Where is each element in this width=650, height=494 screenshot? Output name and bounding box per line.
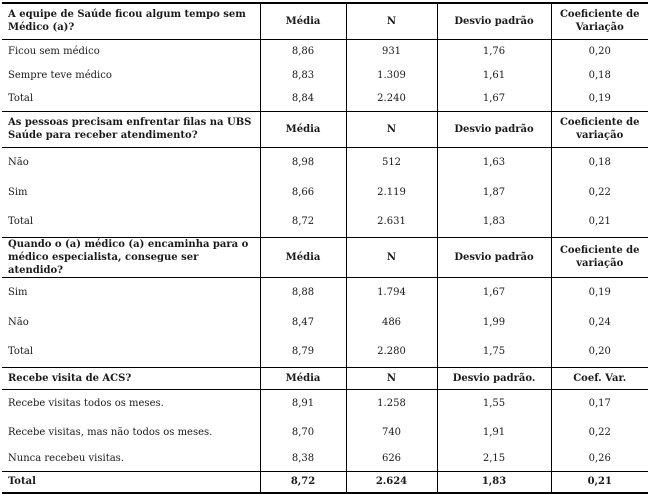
sd-header: Desvio padrão	[437, 237, 551, 277]
cv-value: 0,20	[551, 337, 648, 367]
sd-value: 1,67	[437, 87, 551, 111]
sd-value: 1,61	[437, 63, 551, 87]
results-table	[2, 2, 648, 494]
mean-value: 8,86	[260, 39, 346, 63]
row-label: Sim	[8, 286, 28, 298]
cv-value: 0,22	[551, 177, 648, 207]
table-row	[2, 389, 648, 418]
cv-value: 0,22	[551, 418, 648, 447]
row-label: Sim	[8, 186, 28, 198]
mean-header: Média	[260, 367, 346, 389]
sd-value: 2,15	[437, 447, 551, 471]
mean-value: 8,98	[260, 147, 346, 177]
n-value: 2.240	[346, 87, 437, 111]
row-label: Não	[8, 316, 29, 328]
row-label: Total	[8, 93, 34, 105]
total-label: Total	[2, 471, 260, 493]
row-label: Recebe visitas, mas não todos os meses.	[8, 427, 213, 438]
row-label: Total	[8, 216, 34, 228]
total-sd: 1,83	[437, 471, 551, 493]
mean-value: 8,66	[260, 177, 346, 207]
n-value: 2.631	[346, 207, 437, 237]
row-label: Total	[8, 346, 34, 358]
sd-value: 1,99	[437, 307, 551, 337]
sd-header: Desvio padrão.	[437, 367, 551, 389]
cv-value: 0,21	[551, 207, 648, 237]
cv-value: 0,19	[551, 277, 648, 307]
mean-value: 8,88	[260, 277, 346, 307]
n-value: 931	[346, 39, 437, 63]
section-header	[2, 237, 648, 277]
table-row	[2, 207, 648, 237]
n-value: 2.119	[346, 177, 437, 207]
table-row	[2, 177, 648, 207]
total-n: 2.624	[346, 471, 437, 493]
sd-header: Desvio padrão	[437, 111, 551, 147]
section-header	[2, 111, 648, 147]
sd-value: 1,91	[437, 418, 551, 447]
n-value: 512	[346, 147, 437, 177]
mean-header: Média	[260, 237, 346, 277]
row-label: Não	[8, 156, 29, 168]
n-value: 1.794	[346, 277, 437, 307]
cv-header: Coeficiente de Variação	[551, 3, 648, 39]
sd-value: 1,83	[437, 207, 551, 237]
cv-header: Coef. Var.	[551, 367, 648, 389]
sd-header: Desvio padrão	[437, 3, 551, 39]
row-label: Ficou sem médico	[8, 45, 100, 57]
sd-value: 1,87	[437, 177, 551, 207]
mean-header: Média	[260, 3, 346, 39]
table-row	[2, 447, 648, 471]
cv-header: Coeficiente de variação	[551, 237, 648, 277]
question-label: Quando o (a) médico (a) encaminha para o médico especialista, consegue ser atendido?	[2, 237, 260, 277]
n-header: N	[346, 3, 437, 39]
cv-value: 0,24	[551, 307, 648, 337]
mean-value: 8,91	[260, 389, 346, 418]
cv-value: 0,18	[551, 147, 648, 177]
sd-value: 1,75	[437, 337, 551, 367]
cv-value: 0,18	[551, 63, 648, 87]
mean-value: 8,72	[260, 207, 346, 237]
question-label: Recebe visita de ACS?	[2, 367, 260, 389]
cv-value: 0,20	[551, 39, 648, 63]
cv-value: 0,17	[551, 389, 648, 418]
mean-header: Média	[260, 111, 346, 147]
row-label: Recebe visitas todos os meses.	[8, 398, 164, 410]
question-label: As pessoas precisam enfrentar filas na UBS Saúde para receber atendimento?	[2, 111, 260, 147]
total-cv: 0,21	[551, 471, 648, 493]
section-header	[2, 367, 648, 389]
mean-value: 8,47	[260, 307, 346, 337]
cv-value: 0,26	[551, 447, 648, 471]
n-header: N	[346, 111, 437, 147]
n-value: 1.309	[346, 63, 437, 87]
table-row	[2, 418, 648, 447]
cv-value: 0,19	[551, 87, 648, 111]
cv-header: Coeficiente de variação	[551, 111, 648, 147]
table-row	[2, 277, 648, 307]
table-row	[2, 337, 648, 367]
question-label: A equipe de Saúde ficou algum tempo sem Médico (a)?	[2, 3, 260, 39]
sd-value: 1,67	[437, 277, 551, 307]
sd-value: 1,63	[437, 147, 551, 177]
table-row	[2, 147, 648, 177]
n-value: 740	[346, 418, 437, 447]
mean-value: 8,84	[260, 87, 346, 111]
n-value: 2.280	[346, 337, 437, 367]
table-row	[2, 87, 648, 111]
n-header: N	[346, 367, 437, 389]
n-value: 486	[346, 307, 437, 337]
sd-value: 1,55	[437, 389, 551, 418]
n-value: 626	[346, 447, 437, 471]
n-header: N	[346, 237, 437, 277]
row-label: Sempre teve médico	[8, 69, 112, 81]
total-mean: 8,72	[260, 471, 346, 493]
sd-value: 1,76	[437, 39, 551, 63]
row-label: Nunca recebeu visitas.	[8, 453, 124, 465]
mean-value: 8,38	[260, 447, 346, 471]
mean-value: 8,83	[260, 63, 346, 87]
table-row	[2, 39, 648, 63]
table-row	[2, 63, 648, 87]
section-header	[2, 3, 648, 39]
mean-value: 8,79	[260, 337, 346, 367]
mean-value: 8,70	[260, 418, 346, 447]
n-value: 1.258	[346, 389, 437, 418]
table-row	[2, 307, 648, 337]
